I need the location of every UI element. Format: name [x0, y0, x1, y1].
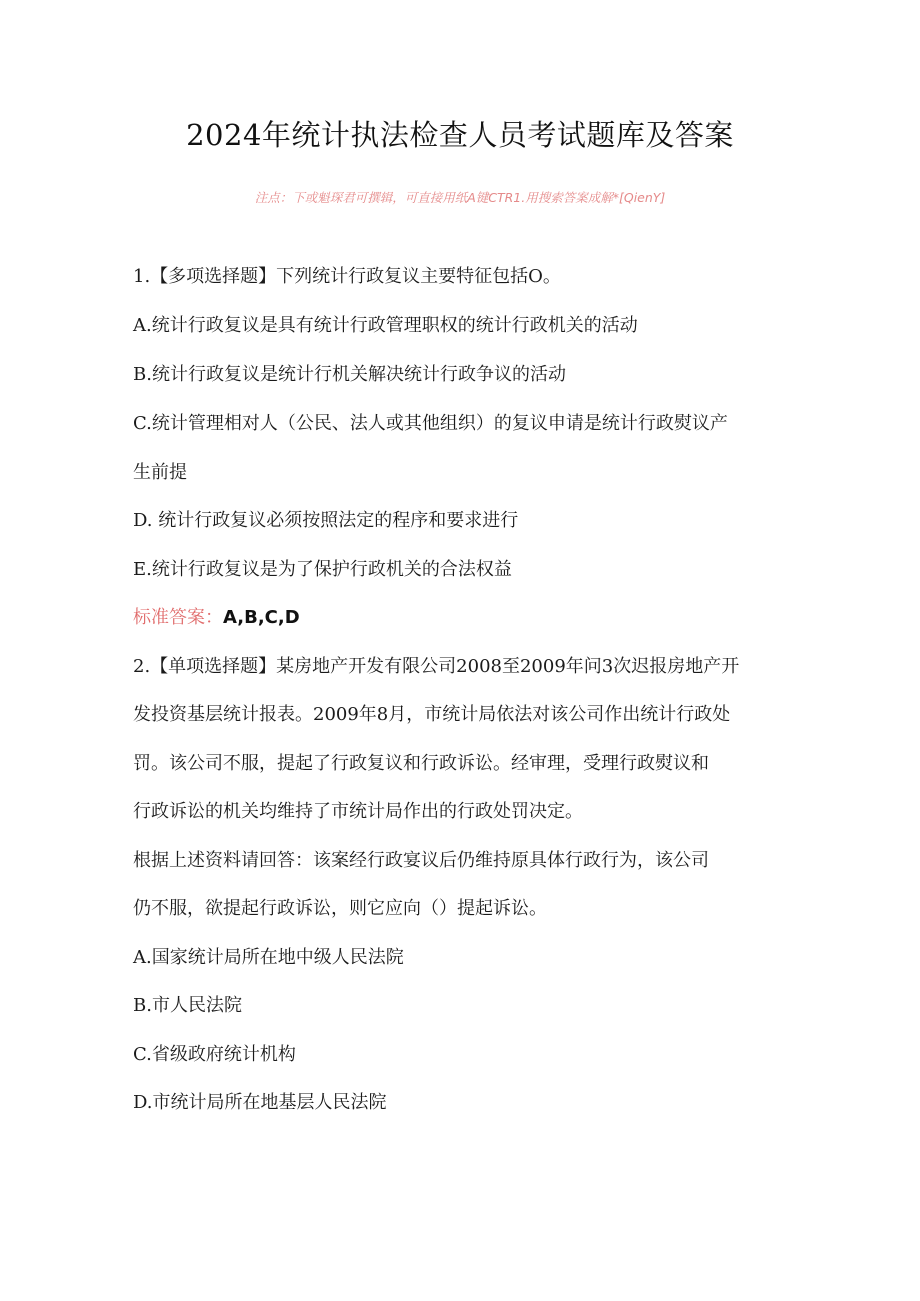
question-1-stem: 1.【多项选择题】下列统计行政复议主要特征包括O。: [133, 266, 561, 287]
question-1-option-b: B.统计行政复议是统计行机关解决统计行政争议的活动: [133, 364, 566, 385]
question-1-answer: [133, 605, 793, 631]
editing-note: 注点：下或魁琛君可撰辑，可直接用纸A键CTR1.用搜索答案成解*[QienY]: [254, 190, 666, 205]
question-2-stem-line-5: 根据上述资料请回答：该案经行政宴议后仍维持原具体行政行为，该公司: [133, 850, 709, 871]
question-1-option-e: E.统计行政复议是为了保护行政机关的合法权益: [133, 559, 512, 580]
question-2-option-c: C.省级政府统计机构: [133, 1044, 296, 1065]
question-2-option-a: A.国家统计局所在地中级人民法院: [133, 947, 404, 968]
question-1-option-a: A.统计行政复议是具有统计行政管理职权的统计行政机关的活动: [133, 315, 638, 336]
question-2-stem-line-4: 行政诉讼的机关均维持了市统计局作出的行政处罚决定。: [133, 801, 583, 822]
question-2-option-d: D.市统计局所在地基层人民法院: [133, 1092, 387, 1113]
question-2-stem-line-1: 2.【单项选择题】某房地产开发有限公司2008至2009年问3次迟报房地产开: [133, 656, 740, 677]
question-1-option-c-continued: 生前提: [133, 462, 187, 483]
document-title: 2024年统计执法检查人员考试题库及答案: [186, 118, 734, 152]
answer-label: 标准答案：: [133, 607, 223, 628]
question-2-stem-line-3: 罚。该公司不服，提起了行政复议和行政诉讼。经审理，受理行政熨议和: [133, 753, 709, 774]
question-2-option-b: B.市人民法院: [133, 995, 242, 1016]
question-1-option-d: D. 统计行政复议必须按照法定的程序和要求进行: [133, 510, 519, 531]
answer-value: A,B,C,D: [223, 607, 300, 628]
question-1-option-c: C.统计管理相对人（公民、法人或其他组织）的复议申请是统计行政熨议产: [133, 413, 728, 434]
question-2-stem-line-6: 仍不服，欲提起行政诉讼，则它应向（）提起诉讼。: [133, 898, 547, 919]
question-2-stem-line-2: 发投资基层统计报表。2009年8月，市统计局依法对该公司作出统计行政处: [133, 704, 731, 725]
